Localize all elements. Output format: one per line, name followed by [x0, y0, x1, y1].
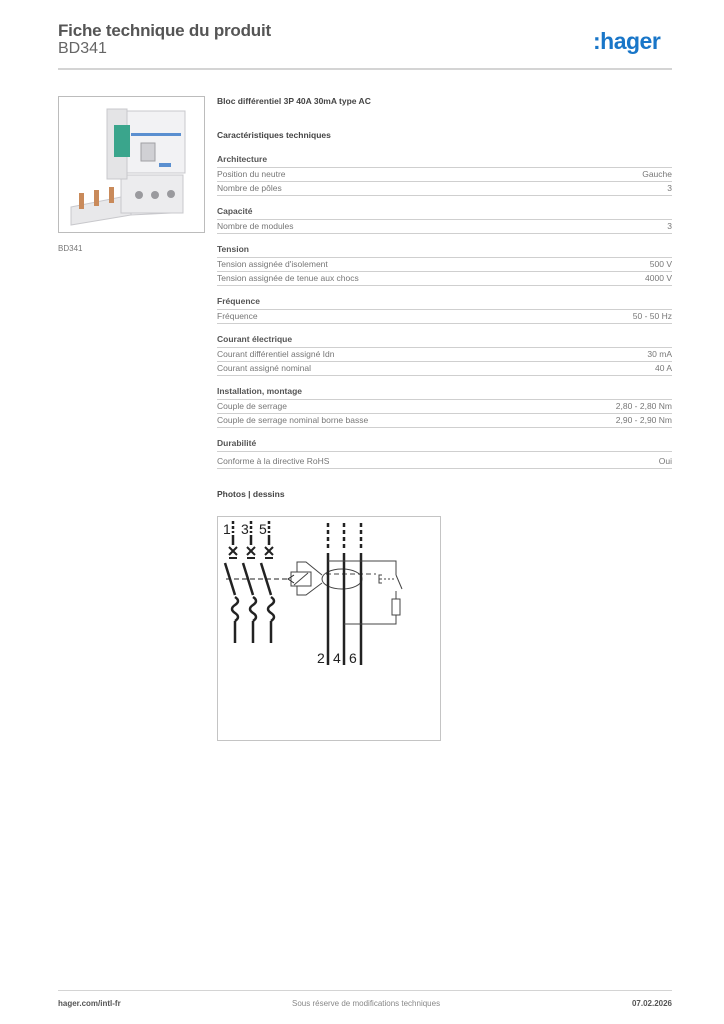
rcd-block-illustration [59, 97, 204, 232]
spec-row [217, 348, 672, 362]
spec-value: 2,80 - 2,80 Nm [615, 401, 672, 411]
spec-row [217, 168, 672, 182]
page-title: Fiche technique du produit [58, 21, 271, 40]
spec-row [217, 220, 672, 234]
terminal-label: 5 [259, 521, 267, 537]
wiring-diagram [217, 516, 441, 741]
group-title: Fréquence [217, 296, 672, 310]
spec-label: Couple de serrage [217, 401, 287, 411]
footer-date: 07.02.2026 [631, 999, 672, 1008]
photos-heading: Photos | dessins [217, 489, 285, 499]
terminal-label: 3 [241, 521, 249, 537]
spec-group-capacite [217, 206, 672, 234]
spec-value: Gauche [642, 169, 672, 179]
footer-disclaimer: Sous réserve de modifications techniques [292, 999, 441, 1008]
spec-label: Courant assigné nominal [217, 363, 312, 373]
terminal-label: 4 [333, 650, 341, 666]
product-image [58, 96, 205, 233]
product-image-caption: BD341 [58, 244, 83, 253]
spec-label: Courant différentiel assigné Idn [217, 349, 335, 359]
spec-value: 3 [667, 183, 672, 193]
terminal-label: 2 [317, 650, 325, 666]
spec-label: Nombre de modules [217, 221, 294, 231]
spec-row [217, 455, 672, 469]
spec-value: 40 A [654, 363, 672, 373]
group-title: Durabilité [217, 438, 672, 452]
spec-row [217, 400, 672, 414]
spec-row [217, 310, 672, 324]
spec-value: 2,90 - 2,90 Nm [615, 415, 672, 425]
product-code: BD341 [58, 40, 107, 57]
spec-value: 30 mA [647, 349, 672, 359]
spec-group-courant [217, 334, 672, 376]
spec-label: Conforme à la directive RoHS [217, 456, 330, 466]
header-divider [58, 68, 672, 70]
spec-label: Position du neutre [217, 169, 286, 179]
spec-label: Nombre de pôles [217, 183, 282, 193]
spec-label: Fréquence [217, 311, 258, 321]
spec-group-frequence [217, 296, 672, 324]
terminal-label: 1 [223, 521, 231, 537]
hager-logo: :hager [593, 28, 661, 54]
group-title: Capacité [217, 206, 672, 220]
spec-label: Tension assignée de tenue aux chocs [217, 273, 359, 283]
spec-group-tension [217, 244, 672, 286]
circuit-schematic [218, 517, 440, 740]
spec-value: 500 V [649, 259, 672, 269]
product-description: Bloc différentiel 3P 40A 30mA type AC [217, 96, 371, 106]
specifications [217, 96, 672, 499]
spec-label: Couple de serrage nominal borne basse [217, 415, 369, 425]
spec-row [217, 272, 672, 286]
specs-heading: Caractéristiques techniques [217, 130, 331, 140]
spec-row [217, 182, 672, 196]
footer-divider [58, 990, 672, 991]
spec-group-durabilite [217, 438, 672, 469]
group-title: Installation, montage [217, 386, 672, 400]
terminal-label: 6 [349, 650, 357, 666]
spec-group-architecture [217, 154, 672, 196]
spec-value: 3 [667, 221, 672, 231]
group-title: Courant électrique [217, 334, 672, 348]
group-title: Tension [217, 244, 672, 258]
group-title: Architecture [217, 154, 672, 168]
spec-value: Oui [658, 456, 672, 466]
spec-row [217, 362, 672, 376]
spec-value: 50 - 50 Hz [632, 311, 672, 321]
spec-group-installation [217, 386, 672, 428]
spec-row [217, 414, 672, 428]
footer-website-link[interactable]: hager.com/intl-fr [58, 999, 121, 1008]
spec-label: Tension assignée d'isolement [217, 259, 328, 269]
spec-row [217, 258, 672, 272]
spec-value: 4000 V [645, 273, 672, 283]
